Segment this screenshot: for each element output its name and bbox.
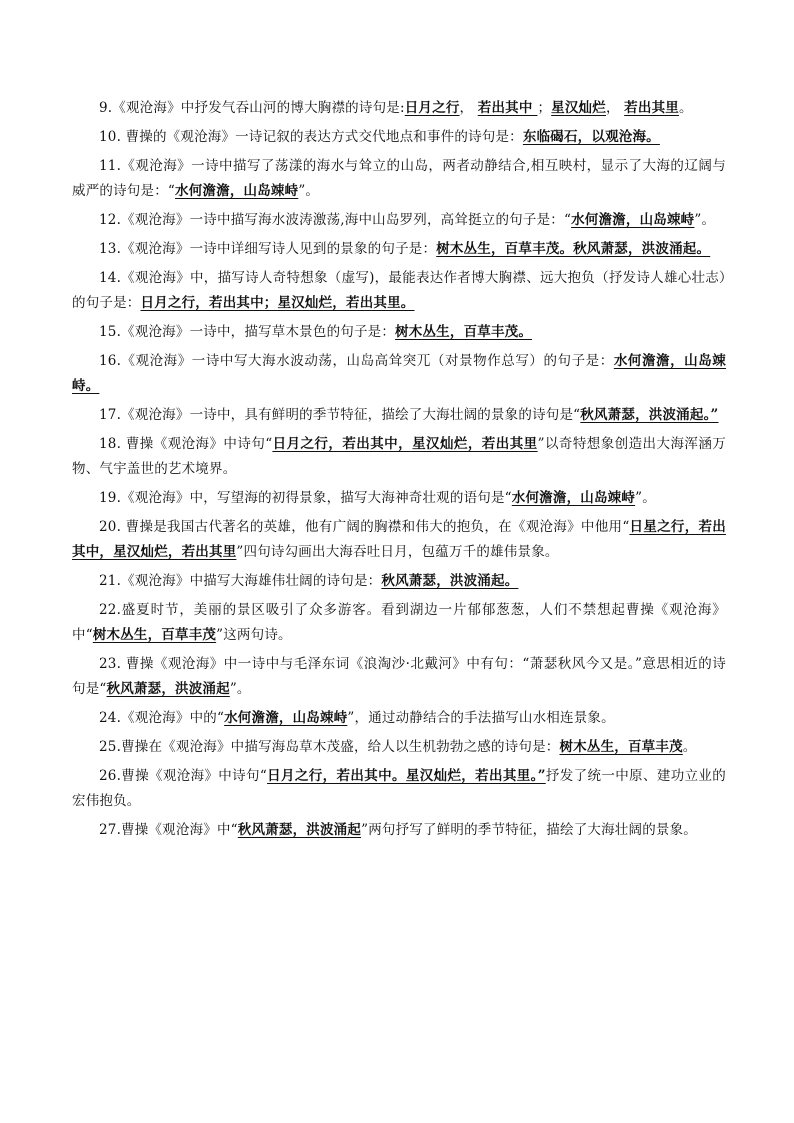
question-text: 《观沧海》一诗中写大海水波动荡，山岛高耸突兀（对景物作总写）的句子是： (121, 353, 614, 369)
answer-text: 星汉灿烂 (551, 100, 606, 116)
question-text: 曹操《观沧海》中诗句“ (121, 436, 273, 452)
answer-text: 树木丛生，百草丰茂。 (395, 324, 533, 340)
question-item (72, 320, 726, 345)
question-text: 曹操是我国古代著名的英雄，他有广阔的胸襟和伟大的抱负，在《观沧海》中他用“ (121, 519, 630, 535)
question-text: 《观沧海》中抒发气吞山河的博大胸襟的诗句是: (112, 100, 405, 116)
question-number: 14. (99, 270, 122, 286)
question-list (72, 96, 726, 847)
question-number: 9. (99, 100, 113, 116)
question-number: 21. (99, 573, 122, 589)
question-number: 16. (99, 353, 122, 369)
question-number: 23. (99, 656, 122, 672)
question-text: ”四句诗勾画出大海吞吐日月，包蕴万千的雄伟景象。 (236, 544, 559, 560)
answer-text: 日月之行 (404, 100, 460, 116)
answer-text: 秋风萧瑟，洪波涌起 (237, 822, 362, 838)
answer-text: 若出其里 (624, 100, 679, 116)
question-text: 《观沧海》中的“ (121, 710, 225, 726)
question-text: 曹操《观沧海》中一诗中与毛泽东词《浪淘沙·北戴河》中有句：“萧瑟秋风今又是。”意思相近的诗句是“ (72, 656, 726, 697)
question-text: 曹操的《观沧海》一诗记叙的表达方式交代地点和事件的诗句是： (121, 129, 523, 145)
question-item (72, 266, 726, 316)
answer-text: 树木丛生，百草丰茂 (92, 627, 217, 643)
answer-text: 秋风萧瑟，洪波涌起。” (580, 407, 719, 423)
answer-text: 日月之行，若出其中。星汉灿烂，若出其里。” (267, 768, 546, 784)
question-text: 《观沧海》一诗中描写海水波涛激荡,海中山岛罗列，高耸挺立的句子是：“ (121, 212, 572, 228)
question-text: ”。 (229, 681, 251, 697)
question-item (72, 154, 726, 204)
question-text: ， (605, 100, 625, 116)
question-text: 《观沧海》一诗中，描写草木景色的句子是： (121, 324, 396, 340)
question-number: 11. (99, 158, 122, 174)
question-number: 22. (99, 602, 122, 618)
question-item (72, 598, 726, 648)
question-text: 《观沧海》中，描写诗人奇特想象（虚写)，最能表达作者博大胸襟、远大抱负（抒发诗人雄心壮志）的句子是： (72, 270, 726, 311)
question-item (72, 125, 726, 150)
question-item (72, 569, 726, 594)
question-text: 曹操在《观沧海》中描写海岛草木茂盛，给人以生机勃勃之感的诗句是： (121, 739, 560, 755)
answer-text: 日月之行，若出其中，星汉灿烂，若出其里 (272, 436, 538, 452)
question-item (72, 515, 726, 565)
question-number: 25. (99, 739, 122, 755)
question-text: ； (537, 100, 552, 116)
question-item (72, 818, 726, 843)
question-text: 《观沧海》一诗中，具有鲜明的季节特征，描绘了大海壮阔的景象的诗句是“ (121, 407, 581, 423)
question-text: ”以奇特想象创造出大海浑涵万物、气宇盖世的艺术境界。 (72, 436, 726, 477)
answer-text: 树木丛生，百草丰茂。秋风萧瑟，洪波涌起。 (436, 241, 711, 257)
answer-text: 树木丛生，百草丰茂 (559, 739, 683, 755)
question-item (72, 652, 726, 702)
question-text: ， (459, 100, 478, 116)
question-text: 《观沧海》一诗中详细写诗人见到的景象的句子是： (121, 241, 437, 257)
question-number: 18. (99, 436, 122, 452)
answer-text: 水何澹澹，山岛竦峙 (175, 183, 299, 199)
question-text: 《观沧海》中，写望海的初得景象，描写大海神奇壮观的语句是“ (121, 490, 512, 506)
question-text: 曹操《观沧海》中“ (121, 822, 238, 838)
question-number: 24. (99, 710, 122, 726)
question-text: 。 (682, 739, 697, 755)
question-text: ”这两句诗。 (216, 627, 292, 643)
question-item (72, 706, 726, 731)
question-text: ”，通过动静结合的手法描写山水相连景象。 (347, 710, 615, 726)
question-number: 20. (99, 519, 122, 535)
answer-text: 水何澹澹，山岛竦峙。 (72, 353, 727, 394)
answer-text: 秋风萧瑟，洪波涌起 (106, 681, 230, 697)
question-item (72, 486, 726, 511)
answer-text: 水何澹澹，山岛竦峙 (511, 490, 636, 506)
question-text: ”两句抒写了鲜明的季节特征，描绘了大海壮阔的景象。 (361, 822, 697, 838)
question-text: ”。 (635, 490, 656, 506)
question-item (72, 735, 726, 760)
question-text: 。 (678, 100, 693, 116)
question-text: 《观沧海》一诗中描写了荡漾的海水与耸立的山岛，两者动静结合,相互映村，显示了大海的辽阔与威严的诗句是：“ (72, 158, 726, 199)
answer-text: 水何澹澹，山岛竦峙 (571, 212, 695, 228)
question-number: 12. (99, 212, 122, 228)
answer-text: 若出其中 (477, 100, 538, 116)
question-number: 10. (99, 129, 122, 145)
question-text: 曹操《观沧海》中诗句“ (121, 768, 268, 784)
question-number: 17. (99, 407, 122, 423)
answer-text: 东临碣石，以观沧海。 (522, 129, 660, 145)
question-item (72, 764, 726, 814)
question-text: ”。 (298, 183, 320, 199)
question-number: 19. (99, 490, 122, 506)
question-number: 26. (99, 768, 122, 784)
question-number: 27. (99, 822, 122, 838)
question-item (72, 208, 726, 233)
question-number: 13. (99, 241, 122, 257)
question-text: 抒发了统一中原、建功立业的宏伟抱负。 (72, 768, 726, 809)
question-item (72, 403, 726, 428)
question-number: 15. (99, 324, 122, 340)
question-item (72, 349, 726, 399)
question-item (72, 432, 726, 482)
question-item (72, 237, 726, 262)
question-item (72, 96, 726, 121)
answer-text: 日月之行，若出其中；星汉灿烂，若出其里。 (140, 295, 415, 311)
question-text: ”。 (694, 212, 716, 228)
answer-text: 日星之行，若出其中，星汉灿烂，若出其里 (72, 519, 726, 560)
question-text: 《观沧海》中描写大海雄伟壮阔的诗句是： (121, 573, 382, 589)
answer-text: 水何澹澹，山岛竦峙 (224, 710, 348, 726)
question-text: 盛夏时节，美丽的景区吸引了众多游客。看到湖边一片郁郁葱葱，人们不禁想起曹操《观沧海》中“ (72, 602, 726, 643)
answer-text: 秋风萧瑟，洪波涌起。 (381, 573, 519, 589)
